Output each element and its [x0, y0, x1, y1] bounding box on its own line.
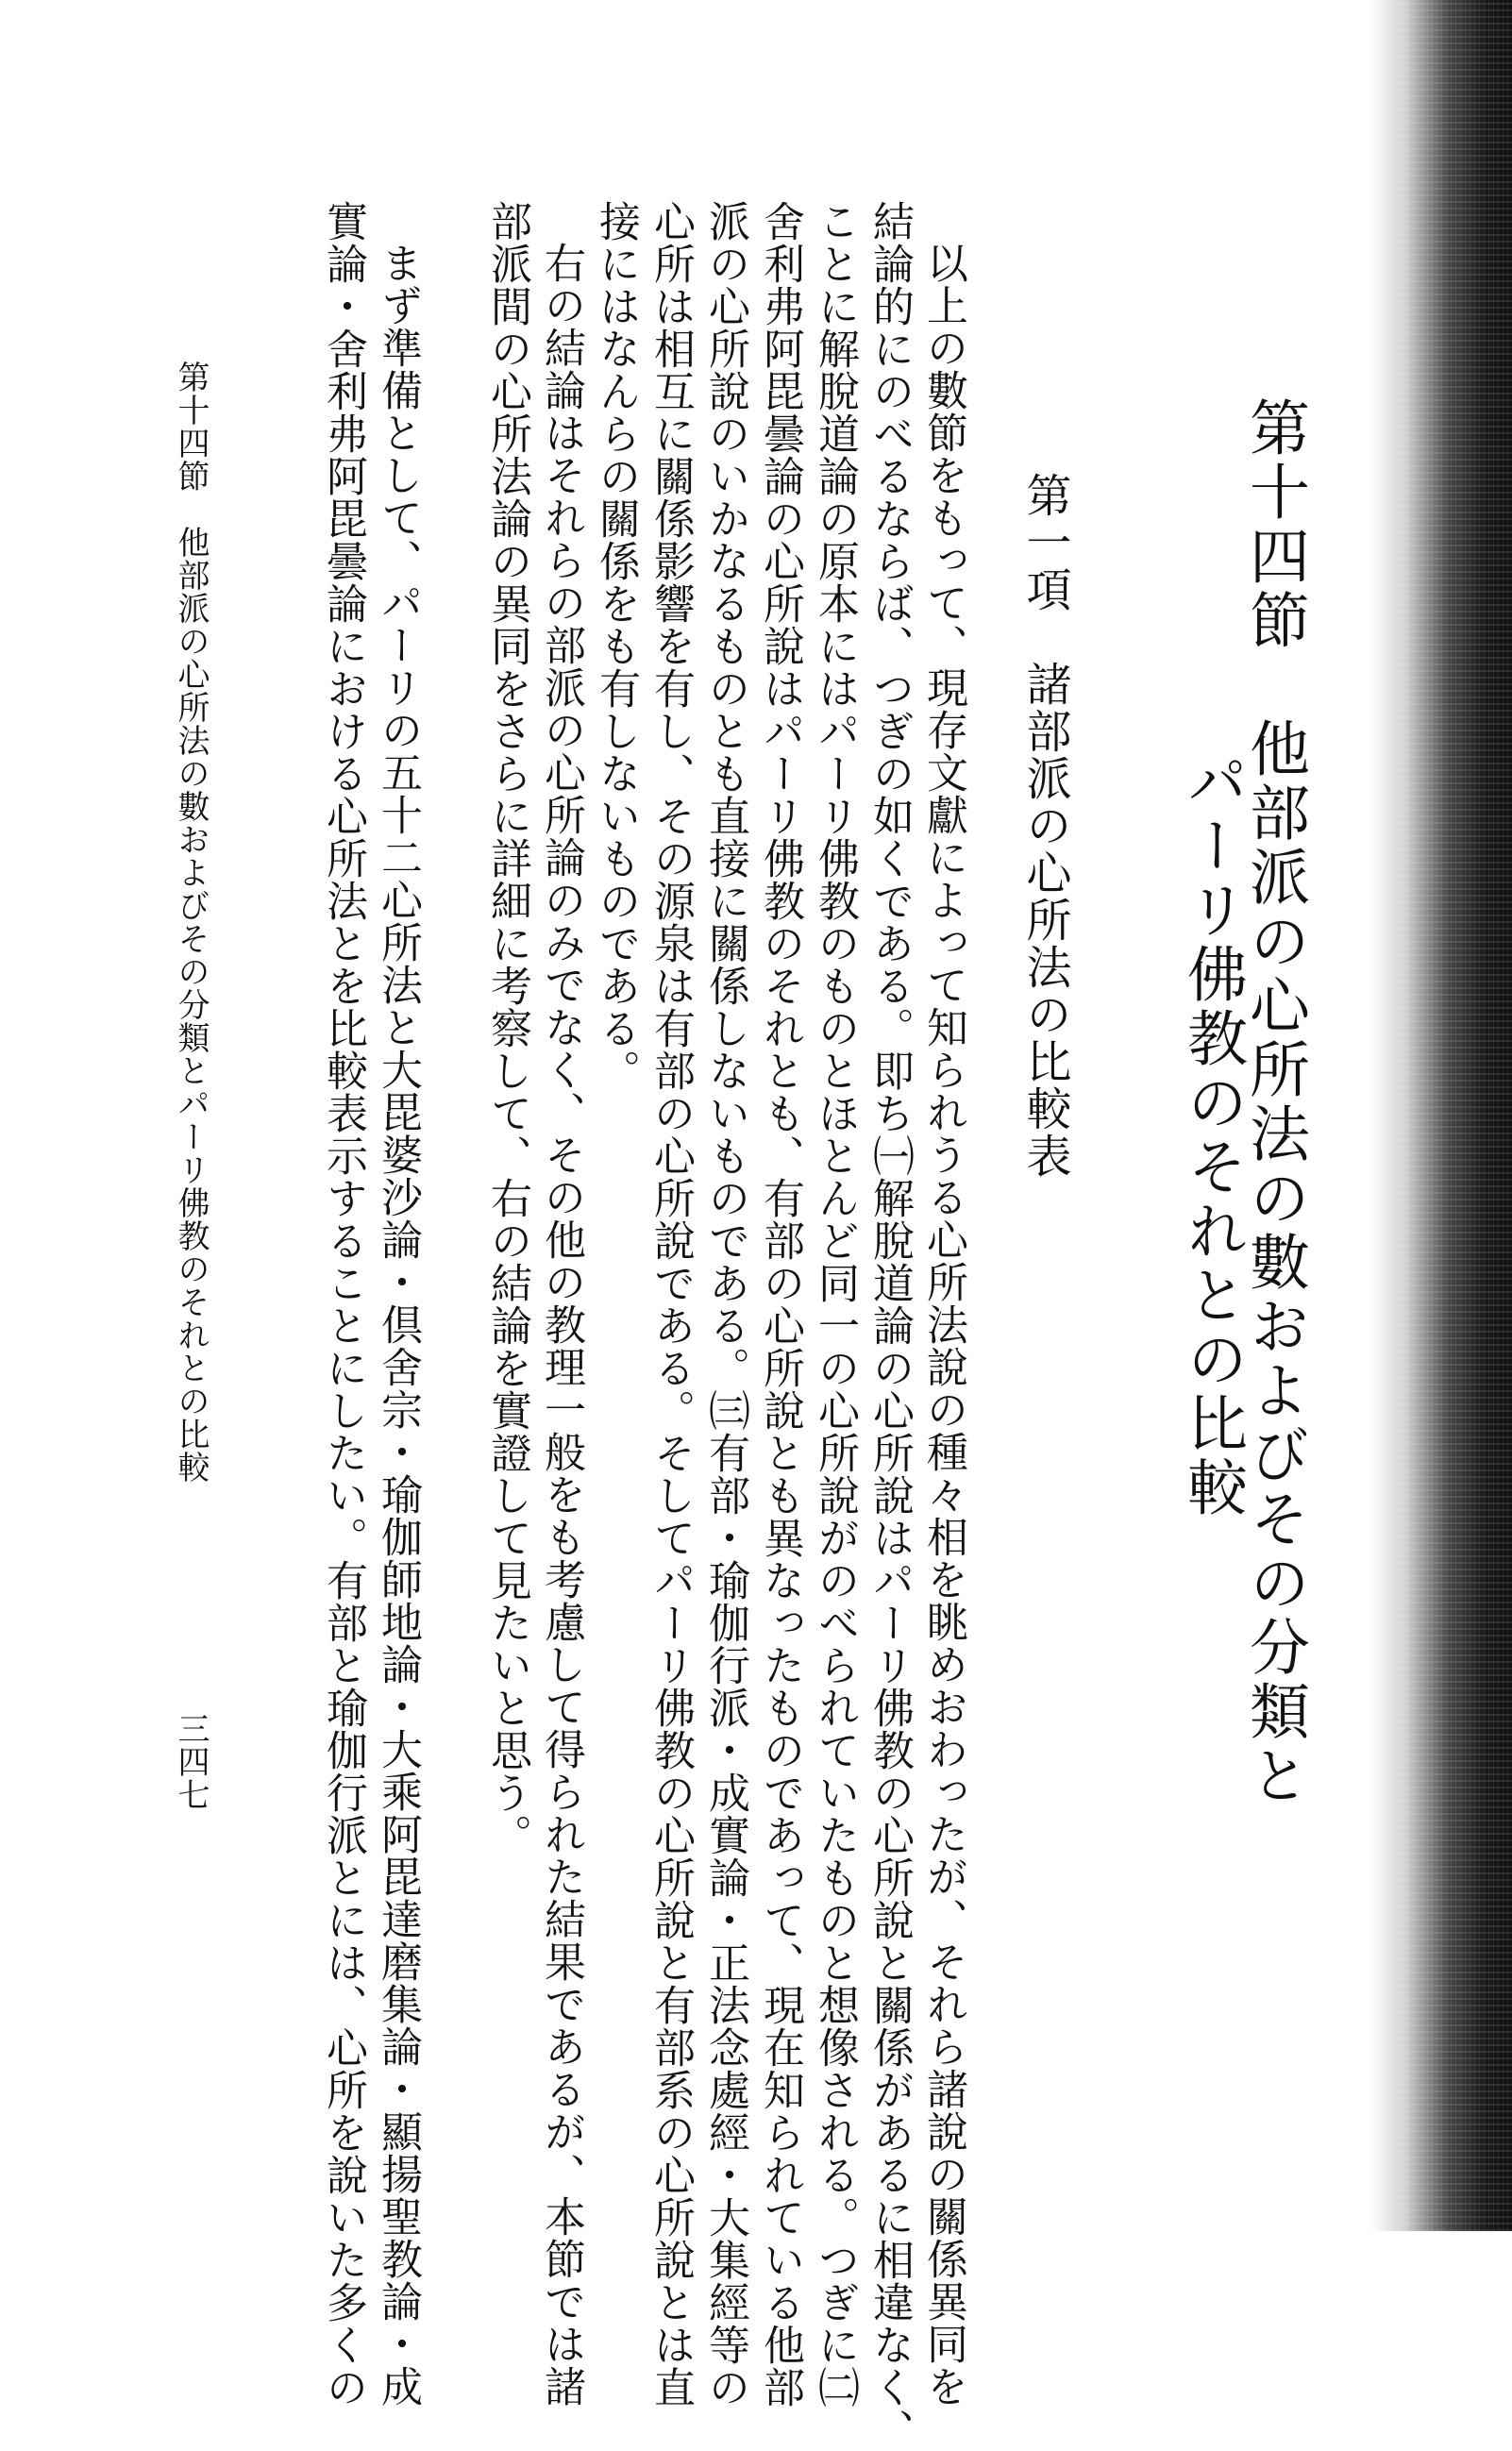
body-line-p3-2: 實論・舍利弗阿毘曇論における心所法とを比較表示することにしたい。有部と瑜伽行派とには、心所を說いた多くの: [319, 200, 367, 2409]
body-line-p1-6: 心所は相互に關係影響を有し、その源泉は有部の心所說である。そしてパーリ佛教の心所說と有部系の心所說とは直: [647, 200, 695, 2409]
body-line-p1-1: 以上の數節をもって、現存文獻によって知られうる心所法說の種々相を眺めおわったが、それら諸說の關係異同を: [919, 242, 967, 2408]
section-title-line-2: パーリ佛教のそれとの比較: [1177, 750, 1247, 1520]
body-line-p3-1: まず準備として、パーリの五十二心所法と大毘婆沙論・倶舍宗・瑜伽師地論・大乘阿毘達磨集論・顯揚聖教論・成: [374, 242, 422, 2408]
page-number: 三四七: [172, 1712, 210, 1811]
body-line-p1-3: ことに解脫道論の原本にはパーリ佛教のものとほとんど同一の心所說がのべられていたものと想像される。つぎに㈡: [811, 200, 859, 2409]
body-line-p1-2: 結論的にのべるならば、つぎの如くである。即ち㈠解脫道論の心所說はパーリ佛教の心所說と關係があるに相違なく、: [865, 200, 914, 2451]
body-line-p2-1: 右の結論はそれらの部派の心所論のみでなく、その他の教理一般をも考慮して得られた結果であるが、本節では諸: [537, 242, 585, 2408]
body-line-p1-5: 派の心所說のいかなるものとも直接に關係しないものである。㈢有部・瑜伽行派・成實論・正法念處經・大集經等の: [701, 200, 749, 2409]
section-title-line-1: 第十四節 他部派の心所法の數およびその分類と: [1239, 396, 1309, 1808]
body-line-p1-4: 舍利弗阿毘曇論の心所說はパーリ佛教のそれとも、有部の心所說とも異なったものであって、現在知られている他部: [756, 200, 804, 2409]
running-footer: 第十四節 他部派の心所法の數およびその分類とパーリ佛教のそれとの比較: [172, 361, 210, 1484]
subheading: 第一項 諸部派の心所法の比較表: [1018, 472, 1071, 1180]
body-line-p1-7: 接にはなんらの關係をも有しないものである。: [592, 200, 640, 1092]
body-line-p2-2: 部派間の心所法論の異同をさらに詳細に考察して、右の結論を實證して見たいと思う。: [483, 200, 531, 1856]
scan-noise-edge: [1370, 0, 1512, 2231]
